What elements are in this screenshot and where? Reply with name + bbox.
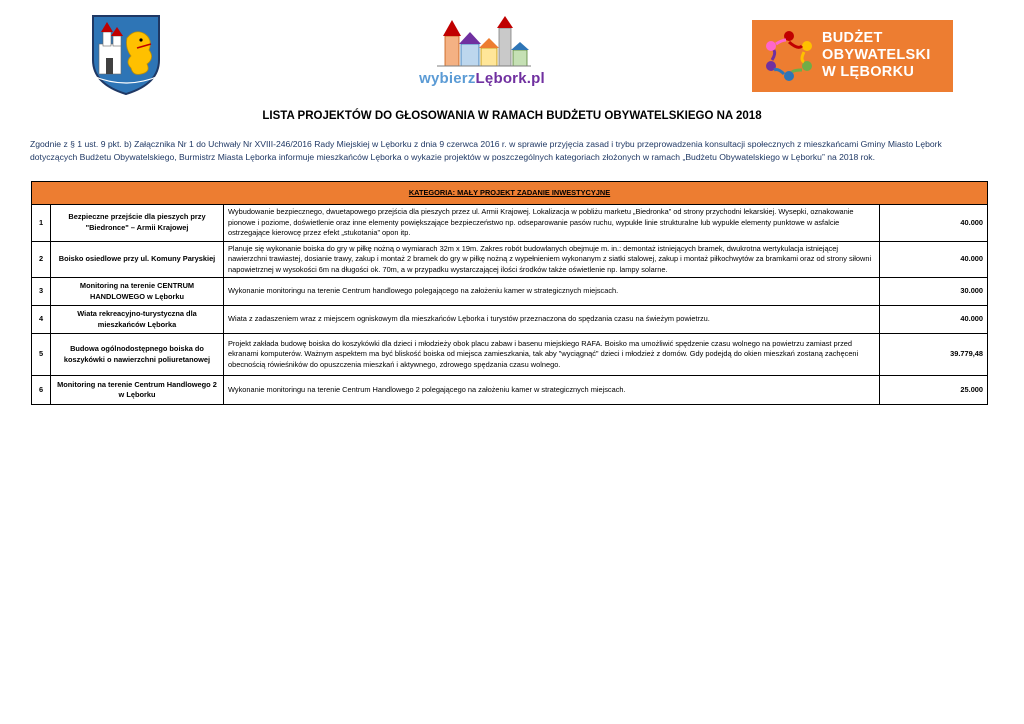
project-name: Budowa ogólnodostępnego boiska do koszykówki o nawierzchni poliuretanowej bbox=[51, 334, 224, 376]
budget-logo-text bbox=[822, 30, 931, 81]
budget-logo-line-3: W LĘBORKU bbox=[822, 64, 915, 80]
category-row bbox=[32, 182, 988, 205]
project-name: Monitoring na terenie Centrum Handlowego 2 w Lęborku bbox=[51, 376, 224, 405]
project-amount: 40.000 bbox=[880, 306, 988, 334]
project-amount: 40.000 bbox=[880, 205, 988, 242]
table-row bbox=[32, 334, 988, 376]
intro-paragraph: Zgodnie z § 1 ust. 9 pkt. b) Załącznika Nr 1 do Uchwały Nr XVIII-246/2016 Rady Miejskiej w Lęborku z dnia 9 czerwca 2016 r. w sprawie przyjęcia zasad i trybu przeprowadzenia konsultacji społecznych z mieszkańcami Gminy Miasto Lębork dotyczących Budżetu Obywatelskiego, Burmistrz Miasta Lęborka informuje mieszkańców Lęborka o wykazie projektów w poszczególnych kategoriach złożonych w ramach „Budżetu Obywatelskiego w Lęborku” na 2018 rok. bbox=[30, 139, 942, 162]
row-number: 2 bbox=[32, 241, 51, 278]
page-title: LISTA PROJEKTÓW DO GŁOSOWANIA W RAMACH BUDŻETU OBYWATELSKIEGO NA 2018 bbox=[262, 110, 762, 122]
project-name: Boisko osiedlowe przy ul. Komuny Paryskiej bbox=[51, 241, 224, 278]
budzet-obywatelski-logo bbox=[752, 20, 953, 92]
project-description: Wykonanie monitoringu na terenie Centrum Handlowego 2 polegającego na założeniu kamer w strategicznych miejscach. bbox=[224, 376, 880, 405]
row-number: 4 bbox=[32, 306, 51, 334]
project-amount: 39.779,48 bbox=[880, 334, 988, 376]
city-logo-text-1: wybierz bbox=[419, 70, 476, 87]
project-description: Wybudowanie bezpiecznego, dwuetapowego przejścia dla pieszych przez ul. Armii Krajowej. Lokalizacja w pobliżu marketu „Biedronka” od strony przychodni lekarskiej. Wysepki, oznakowanie pionowe i poziome, doświetlenie oraz inne elementy powiększające bezpieczeństwo np. odseparowanie pasów ruchu, wypukłe linie strukturalne lub wypukłe elementy punktowe w asfalcie ostrzegające kierowcę przez efekt „stukotania” opon itp. bbox=[224, 205, 880, 242]
wybierz-lebork-logo bbox=[412, 14, 552, 90]
project-amount: 40.000 bbox=[880, 241, 988, 278]
row-number: 3 bbox=[32, 278, 51, 306]
project-name: Monitoring na terenie CENTRUM HANDLOWEGO w Lęborku bbox=[51, 278, 224, 306]
table-row bbox=[32, 306, 988, 334]
row-number: 1 bbox=[32, 205, 51, 242]
project-name: Bezpieczne przejście dla pieszych przy "Biedronce" – Armii Krajowej bbox=[51, 205, 224, 242]
table-row bbox=[32, 278, 988, 306]
project-amount: 25.000 bbox=[880, 376, 988, 405]
project-description: Wykonanie monitoringu na terenie Centrum handlowego polegającego na założeniu kamer w strategicznych miejscach. bbox=[224, 278, 880, 306]
category-header: KATEGORIA: MAŁY PROJEKT ZADANIE INWESTYCYJNE bbox=[32, 182, 988, 205]
projects-table bbox=[31, 181, 988, 405]
table-row bbox=[32, 241, 988, 278]
row-number: 6 bbox=[32, 376, 51, 405]
header-logos bbox=[0, 0, 1024, 100]
city-logo-text-2: Lębork.pl bbox=[475, 70, 545, 87]
budget-logo-line-1: BUDŻET bbox=[822, 30, 883, 46]
project-name: Wiata rekreacyjno-turystyczna dla mieszkańców Lęborka bbox=[51, 306, 224, 334]
project-amount: 30.000 bbox=[880, 278, 988, 306]
castle-icon bbox=[427, 14, 537, 72]
budget-logo-line-2: OBYWATELSKI bbox=[822, 47, 931, 63]
project-description: Wiata z zadaszeniem wraz z miejscem ogniskowym dla mieszkańców Lęborka i turystów przeznaczona do spędzania czasu na świeżym powietrzu. bbox=[224, 306, 880, 334]
people-circle-icon bbox=[762, 30, 816, 82]
project-description: Projekt zakłada budowę boiska do koszykówki dla dzieci i młodzieży obok placu zabaw i basenu miejskiego RAFA. Boisko ma umożliwić spędzenie czasu wolnego na powietrzu zamiast przed ekranami komputerów. Ważnym aspektem ma być bliskość boiska od miejsca zamieszkania, tak aby "wyciągnąć" dzieci i młodzież z domów. Gdy podejdą do okien mieszkań zostaną zachęceni obecnością rówieśników do opuszczenia mieszkań i aktywnego, zdrowego spędzania czasu wolnego. bbox=[224, 334, 880, 376]
table-row bbox=[32, 205, 988, 242]
table-row bbox=[32, 376, 988, 405]
project-description: Planuje się wykonanie boiska do gry w piłkę nożną o wymiarach 32m x 19m. Zakres robót budowlanych obejmuje m. in.: demontaż istniejących bramek, dwukrotna wertykulacja istniejącej nawierzchni trawiastej, dosianie trawy, zakup i montaż 2 bramek do gry w piłkę nożną z wypełnieniem wykonanym z siatki stalowej, zakup i montaż piłkochwytów za bramkami oraz od strony siłowni napowietrznej w wysokości 6m na długości ok. 70m, a w przypadku wystarczającej ilości środków także oświetlenie np. lampy solarne. bbox=[224, 241, 880, 278]
row-number: 5 bbox=[32, 334, 51, 376]
city-crest-icon bbox=[91, 14, 161, 96]
